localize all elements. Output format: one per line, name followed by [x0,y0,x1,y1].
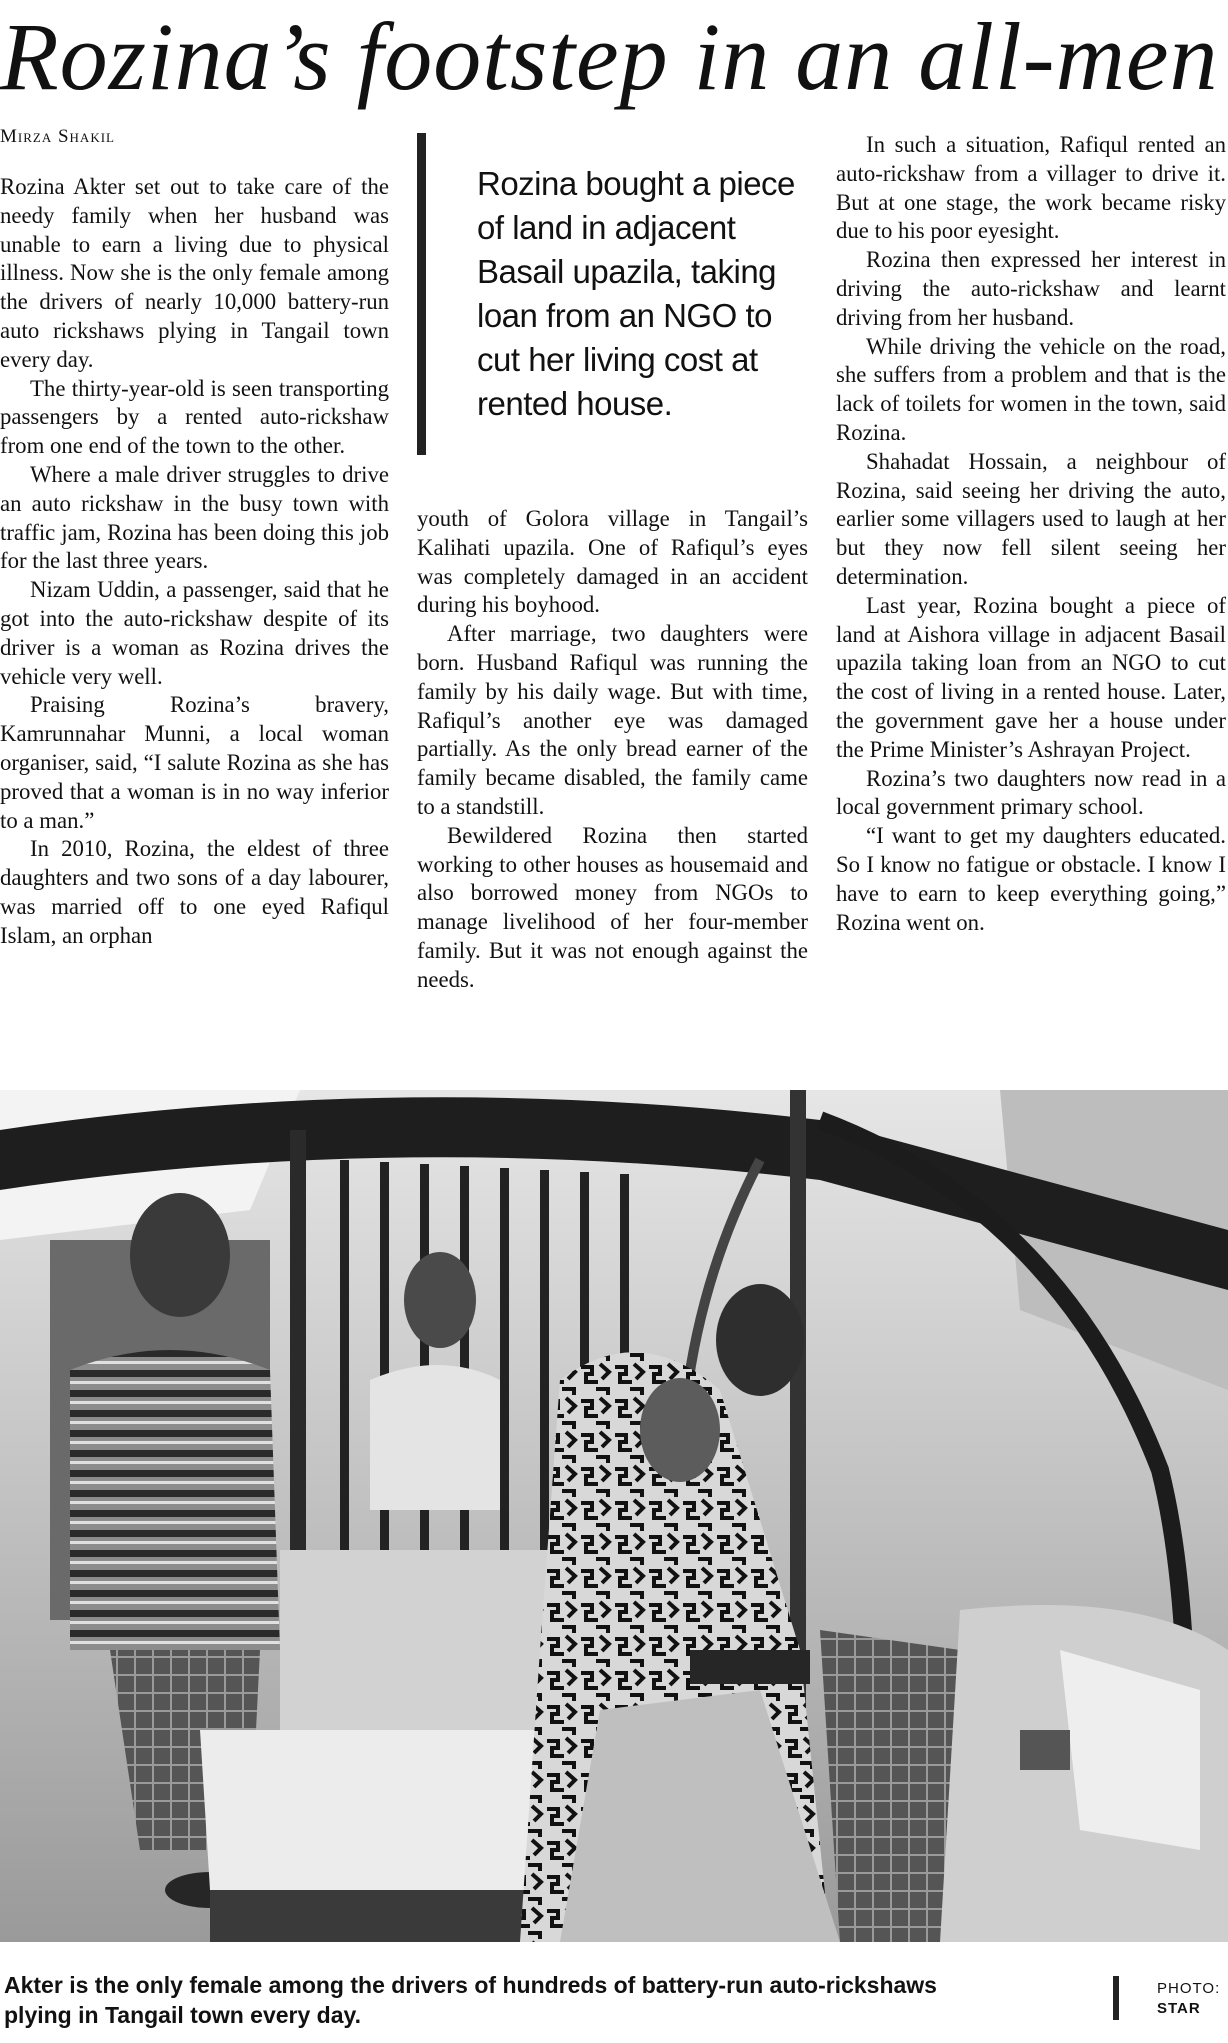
photo-credit [1157,1979,1227,2019]
paragraph: youth of Golora village in Tangail’s Kalihati upazila. One of Rafiqul’s eyes was completely damaged in an accident during his boyhood. [417,506,808,618]
paragraph: Bewildered Rozina then started working to other houses as housemaid and also borrowed money from NGOs to manage livelihood of her four-member family. But it was not enough against the needs. [417,822,808,992]
paragraph: Nizam Uddin, a passenger, said that he got into the auto-rickshaw despite of its driver is a woman as Rozina drives the vehicle very well. [0,577,389,689]
pull-quote [417,133,808,455]
paragraph: Last year, Rozina bought a piece of land at Aishora village in adjacent Basail upazila taking loan from an NGO to cut the cost of living in a rented house. Later, the government gave her a house under the Prime Minister’s Ashrayan Project. [836,592,1226,762]
paragraph: After marriage, two daughters were born. Husband Rafiqul was running the family by his daily wage. But with time, Rafiqul’s another eye was damaged partially. As the only bread earner of the family became disabled, the family came to a standstill. [417,621,808,819]
paragraph: In such a situation, Rafiqul rented an auto-rickshaw from a villager to drive it. But at one stage, the work became risky due to his poor eyesight. [836,132,1226,244]
dashboard [940,1605,1228,1942]
photo-caption: Akter is the only female among the drivers of hundreds of battery-run auto-rickshaws plying in Tangail town every day. [4,1972,937,2028]
article-column-2 [417,505,808,995]
paragraph: In 2010, Rozina, the eldest of three daughters and two sons of a day labourer, was married off to one eyed Rafiqul Islam, an orphan [0,836,389,948]
paragraph: The thirty-year-old is seen transporting passengers by a rented auto-rickshaw from one end of the town to the other. [0,375,389,459]
paragraph: While driving the vehicle on the road, she suffers from a problem and that is the lack of toilets for women in the town, said Rozina. [836,333,1226,445]
pull-quote-text: Rozina bought a piece of land in adjacent Basail upazila, taking loan from an NGO to cut her living cost at rented house. [477,165,795,422]
article-column-3 [836,131,1226,937]
photo-credit-source: STAR [1157,2000,1201,2017]
paragraph: Where a male driver struggles to drive an auto rickshaw in the busy town with traffic jam, Rozina has been doing this job for the last three years. [0,461,389,574]
article-column-1 [0,173,389,951]
news-photo [0,1090,1228,1942]
photo-credit-label: PHOTO: [1157,1980,1221,1997]
paragraph: “I want to get my daughters educated. So I know no fatigue or obstacle. I know I have to earn to keep everything going,” Rozina went on. [836,823,1226,935]
paragraph: Rozina Akter set out to take care of the needy family when her husband was unable to earn a living due to physical illness. Now she is the only female among the drivers of nearly 10,000 battery-run auto rickshaws plying in Tangail town every day. [0,174,389,372]
byline: Mirza Shakil [0,126,115,147]
paragraph: Rozina’s two daughters now read in a local government primary school. [836,765,1226,820]
credit-divider [1113,1976,1119,2020]
headline: Rozina’s footstep in an all-men [0,3,1219,110]
paragraph: Shahadat Hossain, a neighbour of Rozina, said seeing her driving the auto, earlier some villagers used to laugh at her but they now fell silent seeing her determination. [836,448,1226,589]
paragraph: Rozina then expressed her interest in driving the auto-rickshaw and learnt driving from her husband. [836,247,1226,330]
pull-quote-bar [417,133,426,455]
paragraph: Praising Rozina’s bravery, Kamrunnahar Munni, a local woman organiser, said, “I salute Rozina as she has proved that a woman is in no way inferior to a man.” [0,692,389,833]
